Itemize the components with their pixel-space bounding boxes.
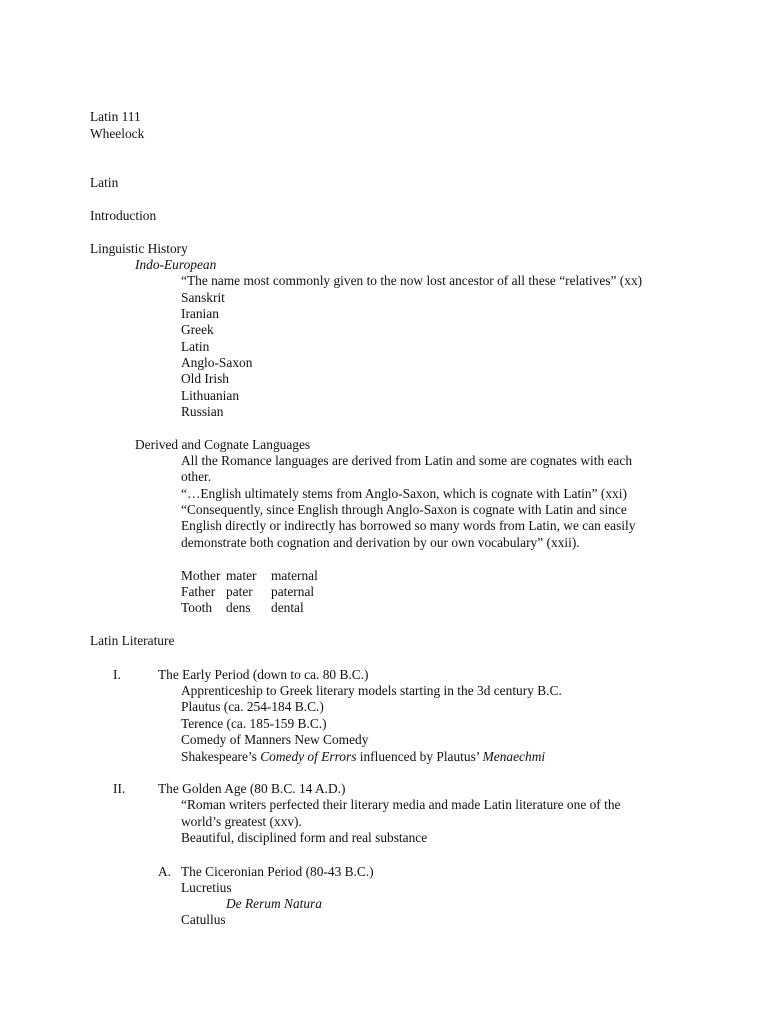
latin-word: dens bbox=[226, 600, 251, 615]
latin-word: pater bbox=[226, 584, 253, 599]
derived-text-line: demonstrate both cognation and derivation by our own vocabulary” (xxii). bbox=[181, 535, 580, 550]
vocabulary-row bbox=[181, 584, 381, 600]
section-text-line: “Roman writers perfected their literary media and made Latin literature one of the bbox=[181, 797, 621, 812]
section-title: The Golden Age (80 B.C. 14 A.D.) bbox=[158, 781, 346, 796]
shakespeare-text: Shakespeare’s bbox=[181, 749, 261, 764]
latin-word: mater bbox=[226, 568, 257, 583]
language-item: Iranian bbox=[181, 306, 219, 321]
course-label: Latin 111 bbox=[90, 109, 141, 124]
section-text-line: world’s greatest (xxv). bbox=[181, 814, 302, 829]
derived-word: dental bbox=[271, 600, 304, 615]
english-word: Mother bbox=[181, 568, 221, 583]
language-item: Latin bbox=[181, 339, 210, 354]
vocabulary-row bbox=[181, 600, 381, 616]
language-item: Sanskrit bbox=[181, 290, 225, 305]
derived-text-line: English directly or indirectly has borrowed so many words from Latin, we can easily bbox=[181, 518, 636, 533]
language-item: Anglo-Saxon bbox=[181, 355, 253, 370]
introduction-heading: Introduction bbox=[90, 208, 157, 223]
derived-text-line: “…English ultimately stems from Anglo-Saxon, which is cognate with Latin” (xxi) bbox=[181, 486, 627, 501]
comedy-of-errors-title: Comedy of Errors bbox=[260, 749, 357, 764]
section-numeral: II. bbox=[113, 781, 126, 796]
subsection-title: The Ciceronian Period (80-43 B.C.) bbox=[181, 864, 374, 879]
section-text-line: Beautiful, disciplined form and real substance bbox=[181, 830, 428, 845]
derived-cognate-heading: Derived and Cognate Languages bbox=[135, 437, 311, 452]
language-item: Greek bbox=[181, 322, 214, 337]
menaechmi-title: Menaechmi bbox=[482, 749, 546, 764]
section-text-line: Comedy of Manners New Comedy bbox=[181, 732, 369, 747]
latin-literature-heading: Latin Literature bbox=[90, 633, 175, 648]
derived-word: paternal bbox=[271, 584, 315, 599]
english-word: Father bbox=[181, 584, 216, 599]
section-text-line: Apprenticeship to Greek literary models starting in the 3d century B.C. bbox=[181, 683, 562, 698]
section-text-line: Plautus (ca. 254-184 B.C.) bbox=[181, 699, 324, 714]
author-name: Catullus bbox=[181, 912, 226, 927]
section-numeral: I. bbox=[113, 667, 121, 682]
author-name: Lucretius bbox=[181, 880, 232, 895]
shakespeare-text: influenced by Plautus’ bbox=[356, 749, 483, 764]
textbook-label: Wheelock bbox=[90, 126, 145, 141]
vocabulary-row bbox=[181, 568, 381, 584]
document-title: Latin bbox=[90, 175, 119, 190]
linguistic-history-heading: Linguistic History bbox=[90, 241, 188, 256]
work-title: De Rerum Natura bbox=[226, 896, 322, 911]
section-title: The Early Period (down to ca. 80 B.C.) bbox=[158, 667, 369, 682]
subsection-letter: A. bbox=[158, 864, 172, 879]
derived-text-line: All the Romance languages are derived from Latin and some are cognates with each bbox=[181, 453, 633, 468]
derived-word: maternal bbox=[271, 568, 318, 583]
language-item: Old Irish bbox=[181, 371, 229, 386]
english-word: Tooth bbox=[181, 600, 213, 615]
indo-european-quote: “The name most commonly given to the now lost ancestor of all these “relatives” (xx) bbox=[181, 273, 643, 288]
derived-text-line: other. bbox=[181, 469, 212, 484]
shakespeare-line bbox=[181, 749, 545, 765]
section-text-line: Terence (ca. 185-159 B.C.) bbox=[181, 716, 327, 731]
derived-text-line: “Consequently, since English through Anglo-Saxon is cognate with Latin and since bbox=[181, 502, 627, 517]
indo-european-label: Indo-European bbox=[135, 257, 217, 272]
language-item: Russian bbox=[181, 404, 224, 419]
language-item: Lithuanian bbox=[181, 388, 240, 403]
